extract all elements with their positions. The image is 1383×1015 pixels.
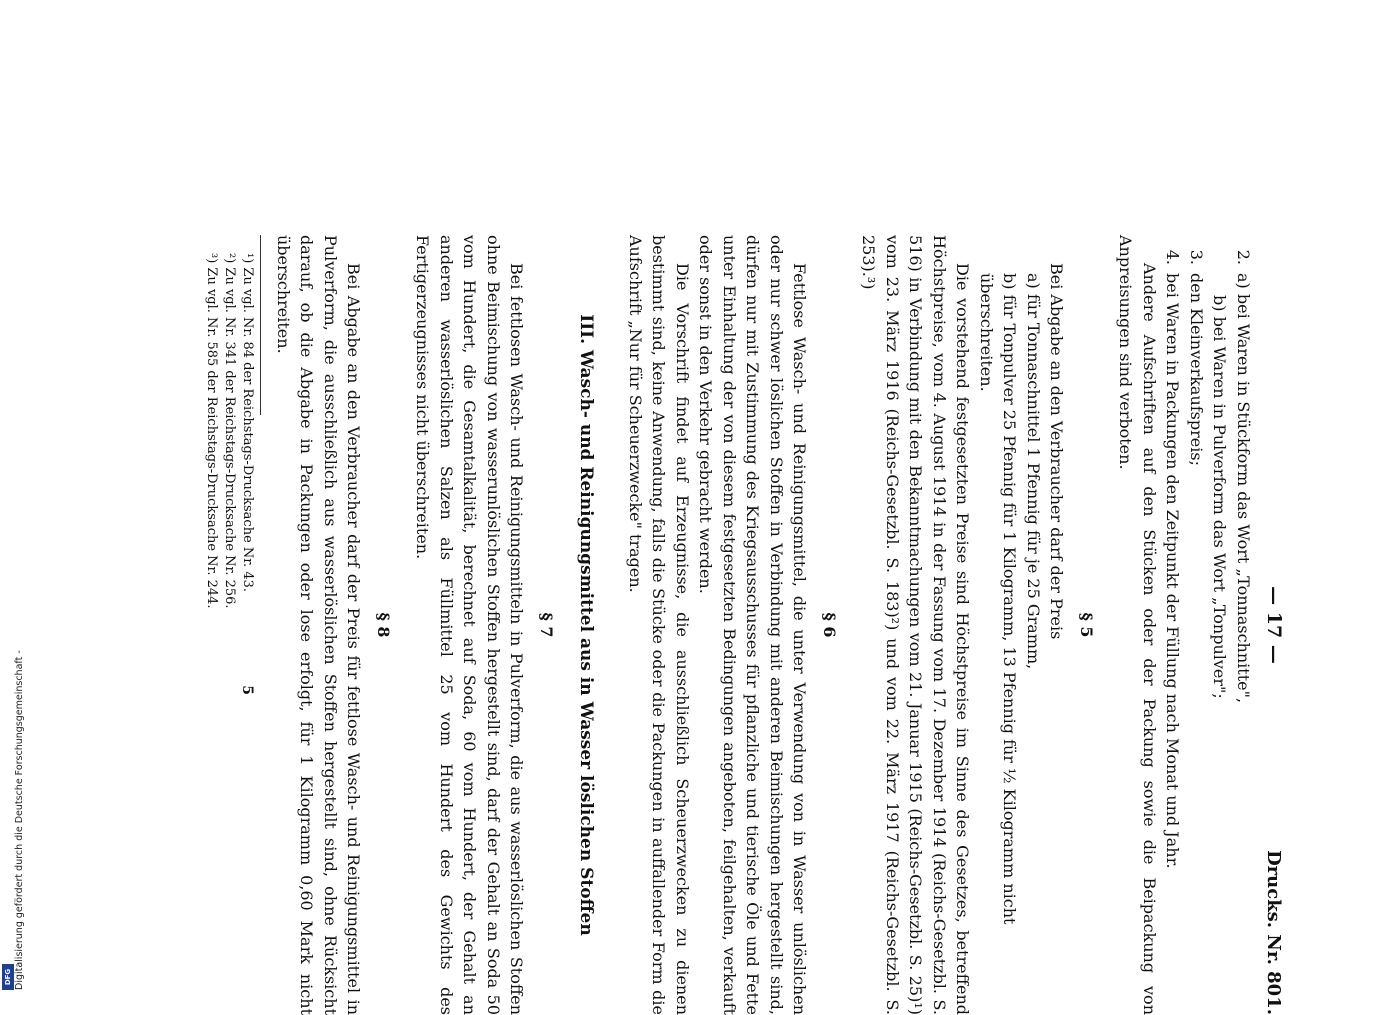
list-item bbox=[1185, 235, 1209, 1015]
document-reference: Drucks. Nr. 801. bbox=[1263, 850, 1284, 1015]
section-8-heading: § 8 bbox=[374, 612, 393, 638]
footnote-divider bbox=[261, 235, 262, 415]
dfg-logo-icon bbox=[2, 964, 14, 990]
footnote: ³) Zu vgl. Nr. 585 der Reichstags-Drucksache Nr. 244. bbox=[204, 253, 220, 609]
section-7-paragraph: Bei fettlosen Wasch- und Reinigungsmitteln in Pulverform, die aus wasserlöslichen Stoffen ohne Beimischung von wasserunlöslichen Stoffen hergestellt sind, darf der Gehalt an Soda 50 vom Hundert, die Gesamtalkalität, berechnet auf Soda, 60 vom Hundert, der Gehalt an anderen wasserlöslichen Salzen als Füllmittel 25 vom Hundert des Gewichts des Fertigerzeugnisses nicht überschreiten. bbox=[413, 235, 527, 1015]
list-item-text: den Kleinverkaufspreis; bbox=[1187, 273, 1206, 466]
paragraph-other-inscriptions: Andere Aufschriften auf den Stücken oder der Packung sowie die Beipackung von Anpreisungen sind verboten. bbox=[1116, 235, 1159, 1015]
section-5-paragraph: Die vorstehend festgesetzten Preise sind Höchstpreise im Sinne des Gesetzes, betreffend Höchstpreise, vom 4. August 1914 in der Fassung vom 17. Dezember 1914 (Reichs-Gesetzbl. S. 516) in Verbindung mit den Bekanntmachungen vom 21. Januar 1915 (Reichs-Gesetzbl. S. 25)¹) vom 23. März 1916 (Reichs-Gesetzbl. S. 183)²) und vom 22. März 1917 (Reichs-Gesetzbl. S. 253).³) bbox=[859, 235, 973, 1015]
list-item bbox=[1232, 235, 1256, 1015]
digitization-credit bbox=[0, 0, 25, 1000]
section-5-item-a: a) für Tonnaschnittel 1 Pfennig für je 25 Gramm, bbox=[1024, 273, 1043, 670]
section-5-intro: Bei Abgabe an den Verbraucher darf der Preis bbox=[1047, 263, 1067, 640]
list-item bbox=[1161, 235, 1185, 1015]
page-number: — 17 — bbox=[1263, 586, 1285, 664]
top-list bbox=[1161, 235, 1255, 1015]
list-item-text: a) bei Waren in Stückform das Wort „Tonnaschnitte", bbox=[1234, 273, 1253, 704]
section-8-paragraph: Bei Abgabe an den Verbraucher darf der Preis für fettlose Wasch- und Reinigungsmittel in Pulverform, die ausschließlich aus wasserlöslichen Stoffen hergestellt sind, ohne Rücksicht darauf, ob die Abgabe in Packungen oder lose erfolgt, für 1 Kilogramm 0,60 Mark nicht überschreiten. bbox=[274, 235, 364, 1015]
list-item-number: 2. bbox=[1234, 249, 1253, 265]
signature-mark: 5 bbox=[239, 685, 256, 695]
credit-text: Digitalisierung gefördert durch die Deutsche Forschungsgemeinschaft - bbox=[14, 650, 25, 990]
footnote: ¹) Zu vgl. Nr. 84 der Reichstags-Drucksache Nr. 43. bbox=[240, 253, 256, 592]
section-6-paragraph-1: Fettlose Wasch- und Reinigungsmittel, die unter Verwendung von in Wasser unlöslichen oder nur schwer löslichen Stoffen in Verbindung mit anderen Beimischungen hergestellt sind, dürfen nur mit Zustimmung des Kriegsausschusses für pflanzliche und tierische Öle und Fette unter Einhaltung der von diesem festgesetzten Bedingungen angeboten, feilgehalten, verkauft oder sonst in den Verkehr gebracht werden. bbox=[696, 235, 810, 1015]
list-item-subitem: b) bei Waren in Pulverform das Wort „Tonpulver"; bbox=[1210, 295, 1230, 699]
section-6-paragraph-2: Die Vorschrift findet auf Erzeugnisse, die ausschließlich Scheuerzwecken zu dienen bestimmt sind, keine Anwendung, falls die Stücke oder die Packungen in auffallender Form die Aufschrift „Nur für Scheuerzwecke" tragen. bbox=[626, 235, 692, 1015]
section-5-heading: § 5 bbox=[1077, 612, 1096, 638]
footnote: ²) Zu vgl. Nr. 341 der Reichstags-Drucksache Nr. 256. bbox=[222, 253, 238, 609]
list-item-number: 4. bbox=[1163, 249, 1183, 265]
section-5-item-b: b) für Tonpulver 25 Pfennig für 1 Kilogramm, 13 Pfennig für ½ Kilogramm nicht überschreiten. bbox=[977, 273, 1020, 925]
dfg-logo-label: DFG bbox=[4, 968, 12, 986]
list-item-number: 3. bbox=[1187, 249, 1206, 265]
section-6-heading: § 6 bbox=[820, 612, 839, 638]
page-header bbox=[1255, 235, 1285, 1015]
rotated-document-page bbox=[195, 235, 1285, 1015]
part-3-heading: III. Wasch- und Reinigungsmittel aus in Wasser löslichen Stoffen bbox=[576, 314, 597, 936]
section-7-heading: § 7 bbox=[537, 612, 556, 638]
list-item-text: bei Waren in Packungen den Zeitpunkt der Füllung nach Monat und Jahr. bbox=[1163, 273, 1183, 869]
